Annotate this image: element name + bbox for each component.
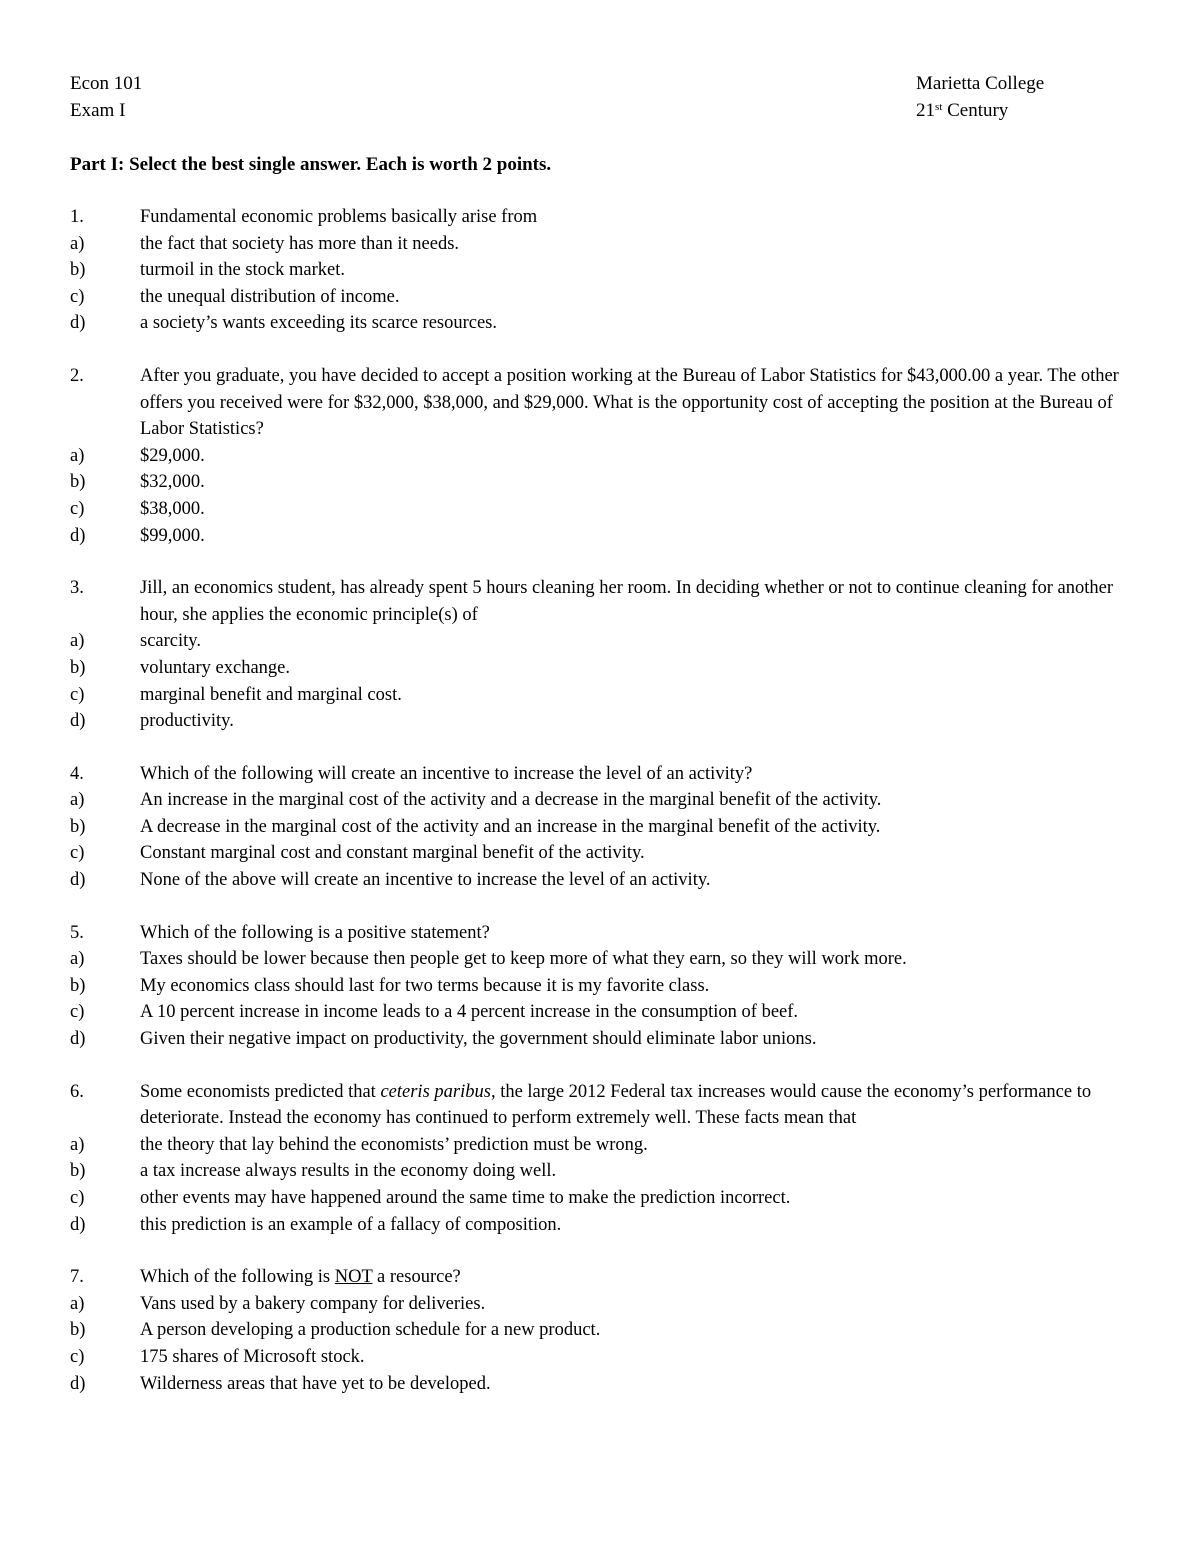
option-text: marginal benefit and marginal cost. [140,684,402,705]
exam-name: Exam I [70,100,126,121]
option-text: My economics class should last for two terms because it is my favorite class. [140,975,710,996]
question-stem [70,204,1140,231]
option-letter: c) [70,843,85,864]
question-stem [70,575,1140,628]
option-d [70,310,1140,337]
option-d [70,523,1140,550]
option-d [70,1026,1140,1053]
century-word: Century [947,100,1009,121]
question-number: 3. [70,578,84,599]
option-letter: a) [70,233,85,254]
century-label [916,98,1008,124]
option-letter: c) [70,1188,85,1208]
option-letter: b) [70,260,86,281]
stem-part-2: a resource? [372,1267,461,1288]
option-b [70,1158,1140,1185]
option-a [70,946,1140,973]
stem-underlined-word: NOT [334,1267,373,1288]
option-letter: a) [70,1293,85,1314]
option-letter: c) [70,684,85,705]
question-stem [70,1079,1140,1132]
option-letter: b) [70,1161,86,1182]
option-text: this prediction is an example of a fallacy of composition. [140,1214,562,1235]
question-number: 2. [70,365,84,386]
question-5 [70,920,1140,1053]
option-letter: a) [70,949,85,970]
option-text: A decrease in the marginal cost of the activity and an increase in the marginal benefit of the activity. [140,816,881,837]
option-text: None of the above will create an incentive to increase the level of an activity. [140,870,711,891]
option-a [70,628,1140,655]
option-b [70,973,1140,1000]
part-title: Part I: Select the best single answer. Each is worth 2 points. [70,154,552,175]
option-d [70,1371,1140,1398]
option-text: the unequal distribution of income. [140,286,400,307]
option-letter: d) [70,711,86,732]
option-letter: a) [70,631,85,652]
question-stem [70,1264,1140,1291]
option-text: turmoil in the stock market. [140,260,345,281]
question-number: 7. [70,1267,84,1288]
option-text: A 10 percent increase in income leads to a 4 percent increase in the consumption of beef. [140,1002,799,1023]
option-letter: b) [70,975,86,996]
option-d [70,867,1140,894]
question-text: Which of the following is a positive statement? [140,922,490,943]
option-text: $29,000. [140,445,205,466]
stem-part-1: Which of the following is [140,1267,335,1288]
option-letter: c) [70,286,85,307]
option-letter: a) [70,1134,85,1155]
option-letter: b) [70,472,86,493]
option-text: the theory that lay behind the economists’ prediction must be wrong. [140,1134,648,1155]
question-stem [70,363,1140,443]
option-c [70,284,1140,311]
option-a [70,1132,1140,1159]
option-b [70,814,1140,841]
question-text: After you graduate, you have decided to accept a position working at the Bureau of Labor Statistics for $43,000.00 a year. The other offers you received were for $32,000, $38,000, and $29,000. What is the opportunity cost of accepting the position at the Bureau of Labor Statistics? [140,365,1119,440]
option-letter: c) [70,1002,85,1023]
option-letter: b) [70,816,86,837]
course-name: Econ 101 [70,73,143,94]
question-stem [70,761,1140,788]
question-2 [70,363,1140,549]
option-text: a tax increase always results in the economy doing well. [140,1161,557,1182]
option-letter: d) [70,313,86,334]
option-letter: a) [70,790,85,811]
option-text: An increase in the marginal cost of the activity and a decrease in the marginal benefit of the activity. [140,790,882,811]
option-letter: d) [70,1214,86,1235]
option-text: the fact that society has more than it needs. [140,233,460,254]
stem-part-1: Some economists predicted that [140,1081,381,1102]
header-row-2 [70,98,1130,124]
option-c [70,1344,1140,1371]
option-text: scarcity. [140,631,201,652]
option-letter: c) [70,498,85,519]
option-letter: c) [70,1346,85,1367]
option-b [70,257,1140,284]
option-text: A person developing a production schedule for a new product. [140,1320,601,1341]
option-text: other events may have happened around the same time to make the prediction incorrect. [140,1188,791,1208]
option-letter: b) [70,657,86,678]
question-1 [70,204,1140,337]
option-text: a society’s wants exceeding its scarce resources. [140,313,498,334]
option-text: productivity. [140,711,234,732]
option-a [70,443,1140,470]
question-7 [70,1264,1140,1397]
option-b [70,469,1140,496]
option-c [70,496,1140,523]
option-text: Taxes should be lower because then people get to keep more of what they earn, so they will work more. [140,949,907,970]
option-d [70,1212,1140,1239]
question-text [140,1264,1140,1291]
option-b [70,1317,1140,1344]
question-6 [70,1079,1140,1239]
question-text: Jill, an economics student, has already spent 5 hours cleaning her room. In deciding whether or not to continue cleaning for another hour, she applies the economic principle(s) of [140,578,1114,625]
century-number: 21 [916,100,935,121]
option-letter: d) [70,1373,86,1394]
option-text: 175 shares of Microsoft stock. [140,1346,365,1367]
question-4 [70,761,1140,894]
header-row-1 [70,71,1130,97]
option-letter: b) [70,1320,86,1341]
college-name: Marietta College [916,73,1045,94]
question-number: 4. [70,763,84,784]
question-3 [70,575,1140,735]
option-d [70,708,1140,735]
question-stem [70,920,1140,947]
option-c [70,682,1140,709]
option-letter: a) [70,445,85,466]
option-a [70,787,1140,814]
option-c [70,999,1140,1026]
stem-italic-term: ceteris paribus [380,1081,491,1102]
option-letter: d) [70,525,86,546]
option-text: Constant marginal cost and constant marginal benefit of the activity. [140,843,645,864]
stem-part-2: , the large 2012 Federal tax increases would cause the economy’s performance to deteriorate. Instead the economy has continued to perform extremely well. These facts mean that [140,1081,1092,1129]
option-b [70,655,1140,682]
question-text: Which of the following will create an incentive to increase the level of an activity? [140,763,753,784]
question-text: Fundamental economic problems basically arise from [140,207,538,227]
option-c [70,840,1140,867]
option-a [70,231,1140,258]
option-letter: d) [70,870,86,891]
question-number: 1. [70,207,84,227]
option-text: $32,000. [140,472,205,493]
option-c [70,1185,1140,1212]
option-a [70,1291,1140,1318]
option-text: Given their negative impact on productivity, the government should eliminate labor unions. [140,1029,817,1050]
century-superscript: st [935,101,943,113]
option-text: $38,000. [140,498,205,519]
option-text: voluntary exchange. [140,657,290,678]
question-number: 5. [70,922,84,943]
option-text: Vans used by a bakery company for deliveries. [140,1293,486,1314]
question-list [70,204,1140,1423]
question-number: 6. [70,1081,84,1102]
option-text: Wilderness areas that have yet to be developed. [140,1373,491,1394]
question-text [140,1079,1140,1132]
option-text: $99,000. [140,525,205,546]
option-letter: d) [70,1029,86,1050]
